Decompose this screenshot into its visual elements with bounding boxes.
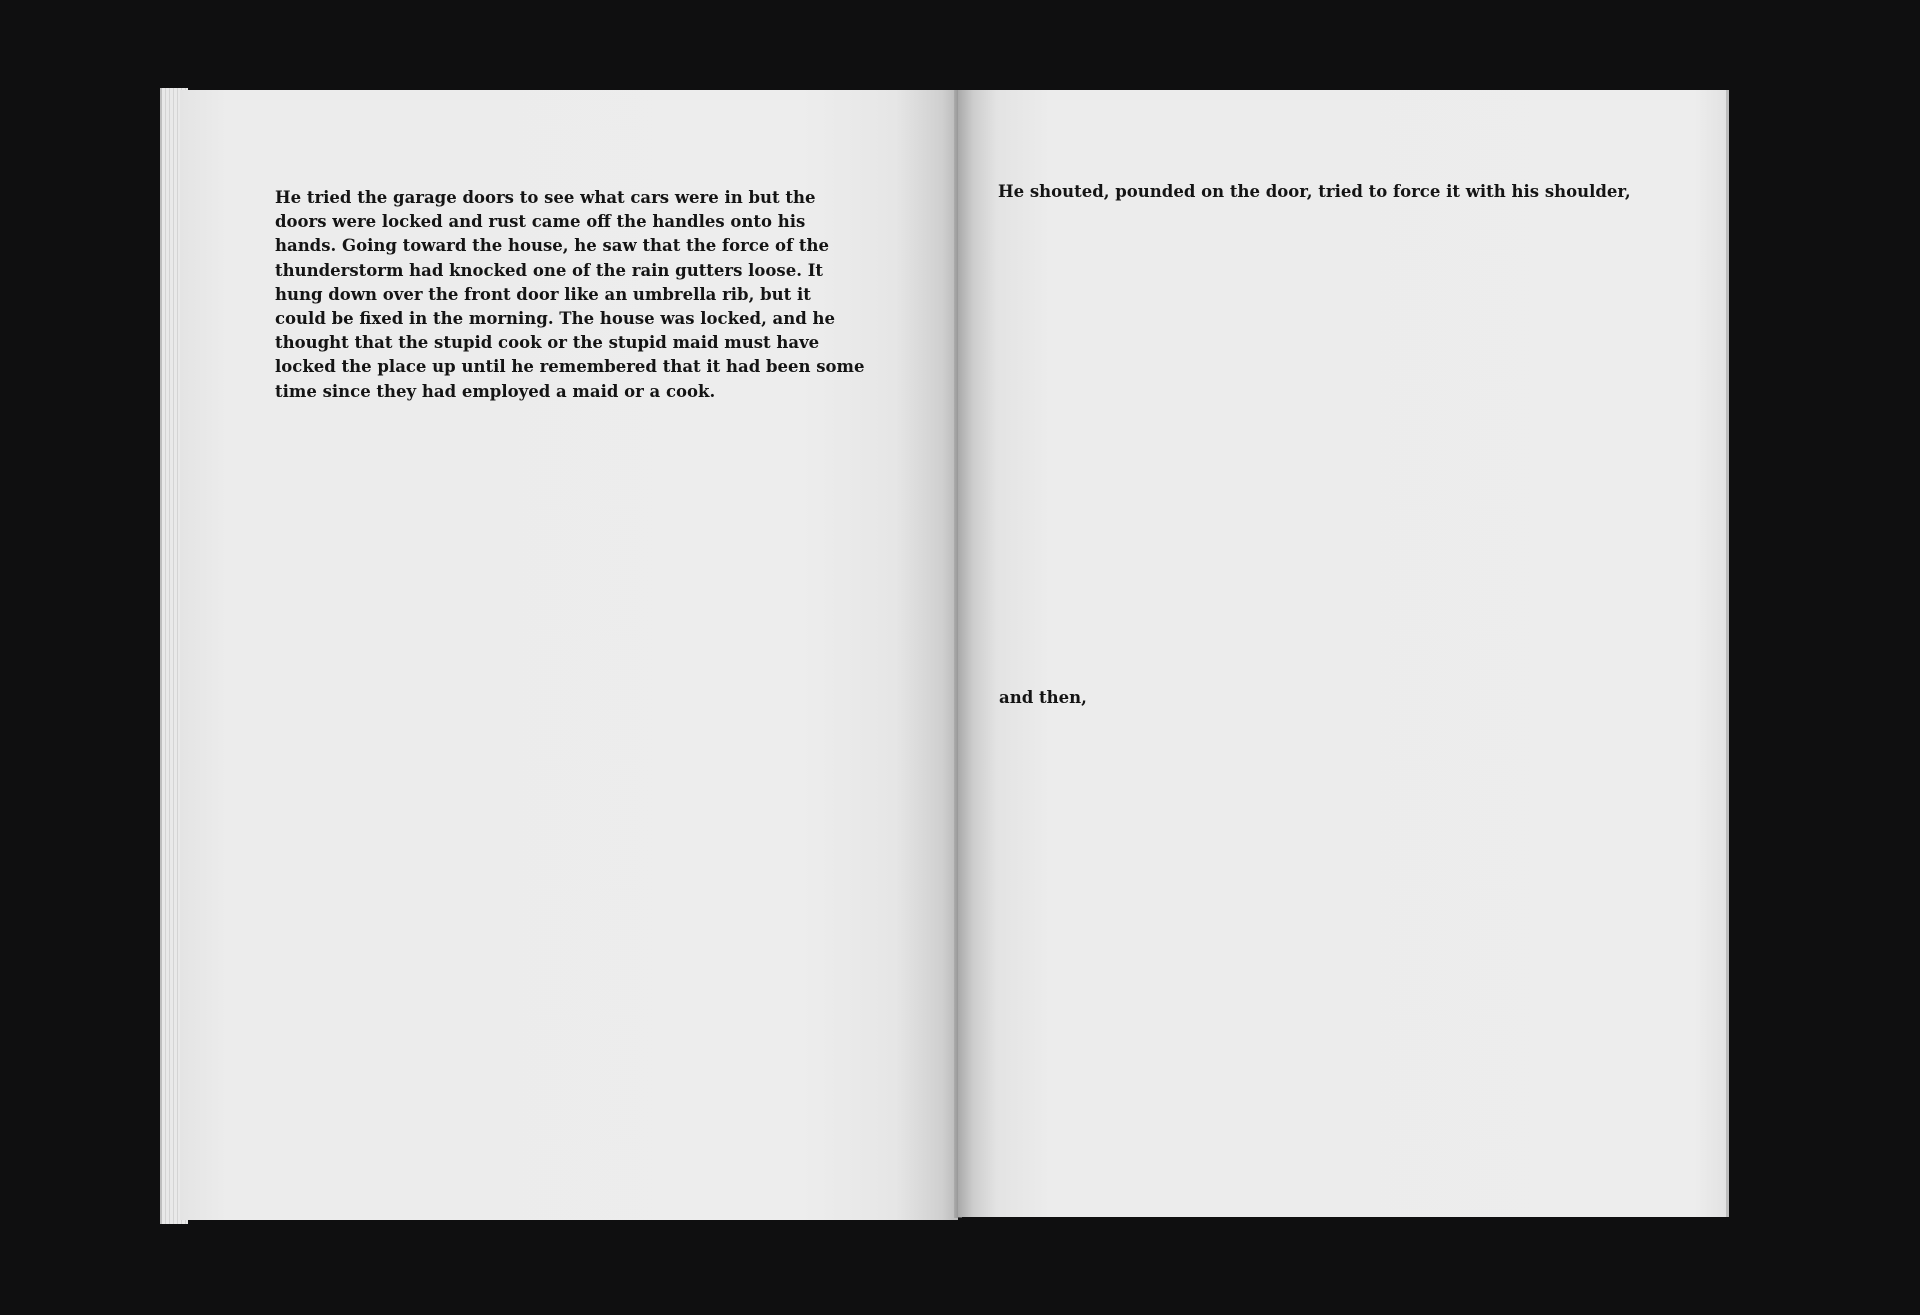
right-page-middle-line: and then,: [999, 688, 1087, 707]
left-page-paragraph: He tried the garage doors to see what cars were in but the doors were locked and rust came off the handles onto his hands. Going toward the house, he saw that the force of the thunderstorm had knocked one of the rain gutters loose. It hung down over the front door like an umbrella rib, but it could be fixed in the morning. The house was locked, and he thought that the stupid cook or the stupid maid must have locked the place up until he remembered that it had been some time since they had employed a maid or a cook.: [275, 188, 865, 401]
left-page: [180, 90, 958, 1220]
right-page: [958, 90, 1729, 1217]
right-page-top-line: He shouted, pounded on the door, tried to force it with his shoulder,: [998, 182, 1631, 201]
open-book-spread: [160, 88, 1732, 1224]
